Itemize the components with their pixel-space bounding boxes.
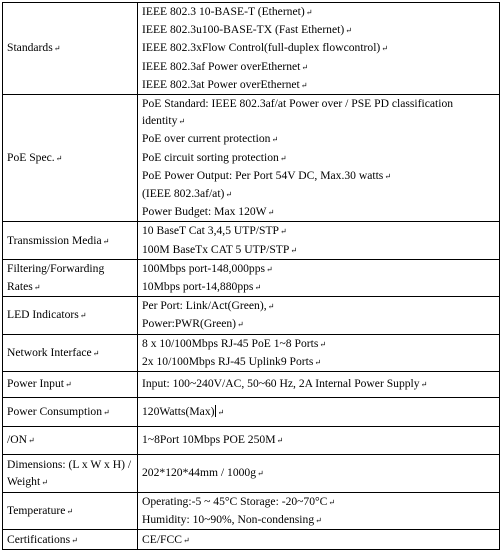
table-row	[3, 297, 500, 334]
value-text: IEEE 802.3af Power overEthernet	[142, 59, 301, 73]
row-label: Transmission Media	[7, 233, 102, 247]
value-text: CE/FCC	[142, 532, 182, 546]
row-label-cell	[3, 297, 138, 334]
value-text: 120Watts(Max)	[142, 404, 215, 418]
row-label: Network Interface	[7, 345, 92, 359]
paragraph-mark-icon: ↵	[27, 436, 35, 446]
paragraph-mark-icon: ↵	[217, 407, 225, 417]
table-row	[3, 427, 500, 455]
row-label: Standards	[7, 41, 53, 55]
value-line	[142, 278, 495, 296]
paragraph-mark-icon: ↵	[33, 282, 41, 292]
value-line	[142, 203, 495, 221]
table-row	[3, 455, 500, 493]
paragraph-mark-icon: ↵	[280, 227, 287, 237]
value-text: PoE Standard: IEEE 802.3af/at Power over / PSE PD classification identity	[142, 97, 454, 128]
value-text: PoE over current protection	[142, 132, 271, 146]
paragraph-mark-icon: ↵	[271, 135, 279, 145]
value-line	[142, 222, 495, 240]
value-text: 202*120*44mm / 1000g	[142, 466, 257, 480]
row-value-cell	[138, 530, 500, 550]
row-label: Power Consumption	[7, 404, 103, 418]
value-line	[142, 260, 495, 278]
row-label-cell	[3, 95, 138, 222]
value-line	[142, 431, 495, 449]
value-line	[142, 464, 495, 482]
row-label-cell	[3, 530, 138, 550]
value-line	[142, 315, 495, 333]
paragraph-mark-icon: ↵	[384, 171, 392, 181]
paragraph-mark-icon: ↵	[314, 357, 322, 367]
row-label-cell	[3, 334, 138, 371]
row-value-cell	[138, 222, 500, 259]
paragraph-mark-icon: ↵	[65, 380, 72, 390]
table-row	[3, 493, 500, 530]
row-value-cell	[138, 297, 500, 334]
value-line	[142, 39, 495, 57]
paragraph-mark-icon: ↵	[267, 302, 275, 312]
value-text: 8 x 10/100Mbps RJ-45 PoE 1~8 Ports	[142, 336, 319, 350]
value-line	[142, 353, 495, 371]
row-value-cell	[138, 427, 500, 455]
row-label-cell	[3, 372, 138, 398]
value-text: Power:PWR(Green)	[142, 317, 237, 331]
row-value-cell	[138, 3, 500, 95]
paragraph-mark-icon: ↵	[266, 264, 273, 274]
row-value-cell	[138, 95, 500, 222]
row-label-cell	[3, 259, 138, 296]
table-row	[3, 530, 500, 550]
row-value-cell	[138, 455, 500, 493]
paragraph-mark-icon: ↵	[254, 283, 262, 293]
paragraph-mark-icon: ↵	[257, 469, 264, 479]
value-text: IEEE 802.3xFlow Control(full-duplex flowcontrol)	[142, 41, 381, 55]
value-line	[142, 3, 495, 21]
table-row	[3, 95, 500, 222]
value-line	[142, 493, 495, 511]
row-label: Temperature	[7, 504, 66, 518]
paragraph-mark-icon: ↵	[55, 154, 63, 164]
paragraph-mark-icon: ↵	[182, 535, 190, 545]
value-text: Humidity: 10~90%, Non-condensing	[142, 513, 315, 527]
row-label: Power Input	[7, 377, 64, 391]
value-text: 100Mbps port-148,000pps	[142, 261, 266, 275]
value-text: PoE circuit sorting protection	[142, 150, 279, 164]
value-text: Operating:-5 ~ 45°C Storage: -20~70°C	[142, 495, 328, 509]
paragraph-mark-icon: ↵	[178, 117, 186, 127]
value-line	[142, 149, 495, 167]
value-line	[142, 241, 495, 259]
paragraph-mark-icon: ↵	[237, 320, 244, 330]
paragraph-mark-icon: ↵	[53, 44, 61, 54]
value-text: 10 BaseT Cat 3,4,5 UTP/STP	[142, 224, 279, 238]
row-label: /ON	[7, 433, 27, 447]
paragraph-mark-icon: ↵	[345, 26, 352, 36]
row-label: PoE Spec.	[7, 151, 55, 165]
paragraph-mark-icon: ↵	[290, 245, 298, 255]
paragraph-mark-icon: ↵	[92, 348, 100, 358]
value-text: (IEEE 802.3af/at)	[142, 187, 225, 201]
table-row	[3, 3, 500, 95]
paragraph-mark-icon: ↵	[315, 516, 322, 526]
paragraph-mark-icon: ↵	[328, 498, 336, 508]
value-text: IEEE 802.3u100-BASE-TX (Fast Ethernet)	[142, 23, 345, 37]
row-label: Certifications	[7, 532, 71, 546]
value-text: Power Budget: Max 120W	[142, 205, 267, 219]
value-text: 100M BaseTx CAT 5 UTP/STP	[142, 242, 290, 256]
row-value-cell	[138, 493, 500, 530]
value-text: IEEE 802.3at Power overEthernet	[142, 77, 300, 91]
paragraph-mark-icon: ↵	[381, 44, 388, 54]
value-text: PoE Power Output: Per Port 54V DC, Max.30 watts	[142, 168, 384, 182]
paragraph-mark-icon: ↵	[319, 339, 327, 349]
value-line	[142, 403, 495, 421]
row-label: Dimensions: (L x W x H) / Weight	[7, 457, 132, 489]
paragraph-mark-icon: ↵	[71, 535, 78, 545]
value-line	[142, 167, 495, 185]
value-text: 2x 10/100Mbps RJ-45 Uplink9 Ports	[142, 354, 314, 368]
table-row	[3, 372, 500, 398]
table-row	[3, 398, 500, 427]
table-row	[3, 334, 500, 371]
paragraph-mark-icon: ↵	[279, 153, 287, 163]
paragraph-mark-icon: ↵	[102, 236, 110, 246]
row-value-cell	[138, 398, 500, 427]
paragraph-mark-icon: ↵	[66, 507, 74, 517]
value-text: Per Port: Link/Act(Green),	[142, 299, 267, 313]
value-line	[142, 130, 495, 148]
row-label: Filtering/Forwarding Rates	[7, 262, 105, 293]
paragraph-mark-icon: ↵	[41, 478, 48, 488]
row-label-cell	[3, 398, 138, 427]
paragraph-mark-icon: ↵	[103, 407, 110, 417]
row-label-cell	[3, 3, 138, 95]
value-text: 1~8Port 10Mbps POE 250M	[142, 433, 276, 447]
row-label-cell	[3, 455, 138, 493]
row-value-cell	[138, 259, 500, 296]
value-line	[142, 297, 495, 315]
row-label: LED Indicators	[7, 308, 79, 322]
value-line	[142, 21, 495, 39]
paragraph-mark-icon: ↵	[79, 311, 87, 321]
spec-table	[2, 2, 500, 550]
paragraph-mark-icon: ↵	[300, 80, 308, 90]
value-text: IEEE 802.3 10-BASE-T (Ethernet)	[142, 5, 305, 18]
table-row	[3, 259, 500, 296]
row-value-cell	[138, 334, 500, 371]
paragraph-mark-icon: ↵	[420, 380, 428, 390]
value-line	[142, 95, 495, 130]
paragraph-mark-icon: ↵	[225, 190, 233, 200]
row-label-cell	[3, 427, 138, 455]
value-line	[142, 511, 495, 529]
value-line	[142, 335, 495, 353]
value-line	[142, 58, 495, 76]
row-label-cell	[3, 222, 138, 259]
value-line	[142, 375, 495, 393]
table-row	[3, 222, 500, 259]
value-text: 10Mbps port-14,880pps	[142, 280, 254, 294]
paragraph-mark-icon: ↵	[301, 62, 309, 72]
spec-table-body	[3, 3, 500, 550]
row-value-cell	[138, 372, 500, 398]
paragraph-mark-icon: ↵	[305, 8, 313, 17]
paragraph-mark-icon: ↵	[276, 436, 284, 446]
value-text: Input: 100~240V/AC, 50~60 Hz, 2A Internal Power Supply	[142, 377, 420, 391]
value-line	[142, 76, 495, 94]
paragraph-mark-icon: ↵	[267, 208, 275, 218]
value-line	[142, 185, 495, 203]
value-line	[142, 531, 495, 549]
row-label-cell	[3, 493, 138, 530]
